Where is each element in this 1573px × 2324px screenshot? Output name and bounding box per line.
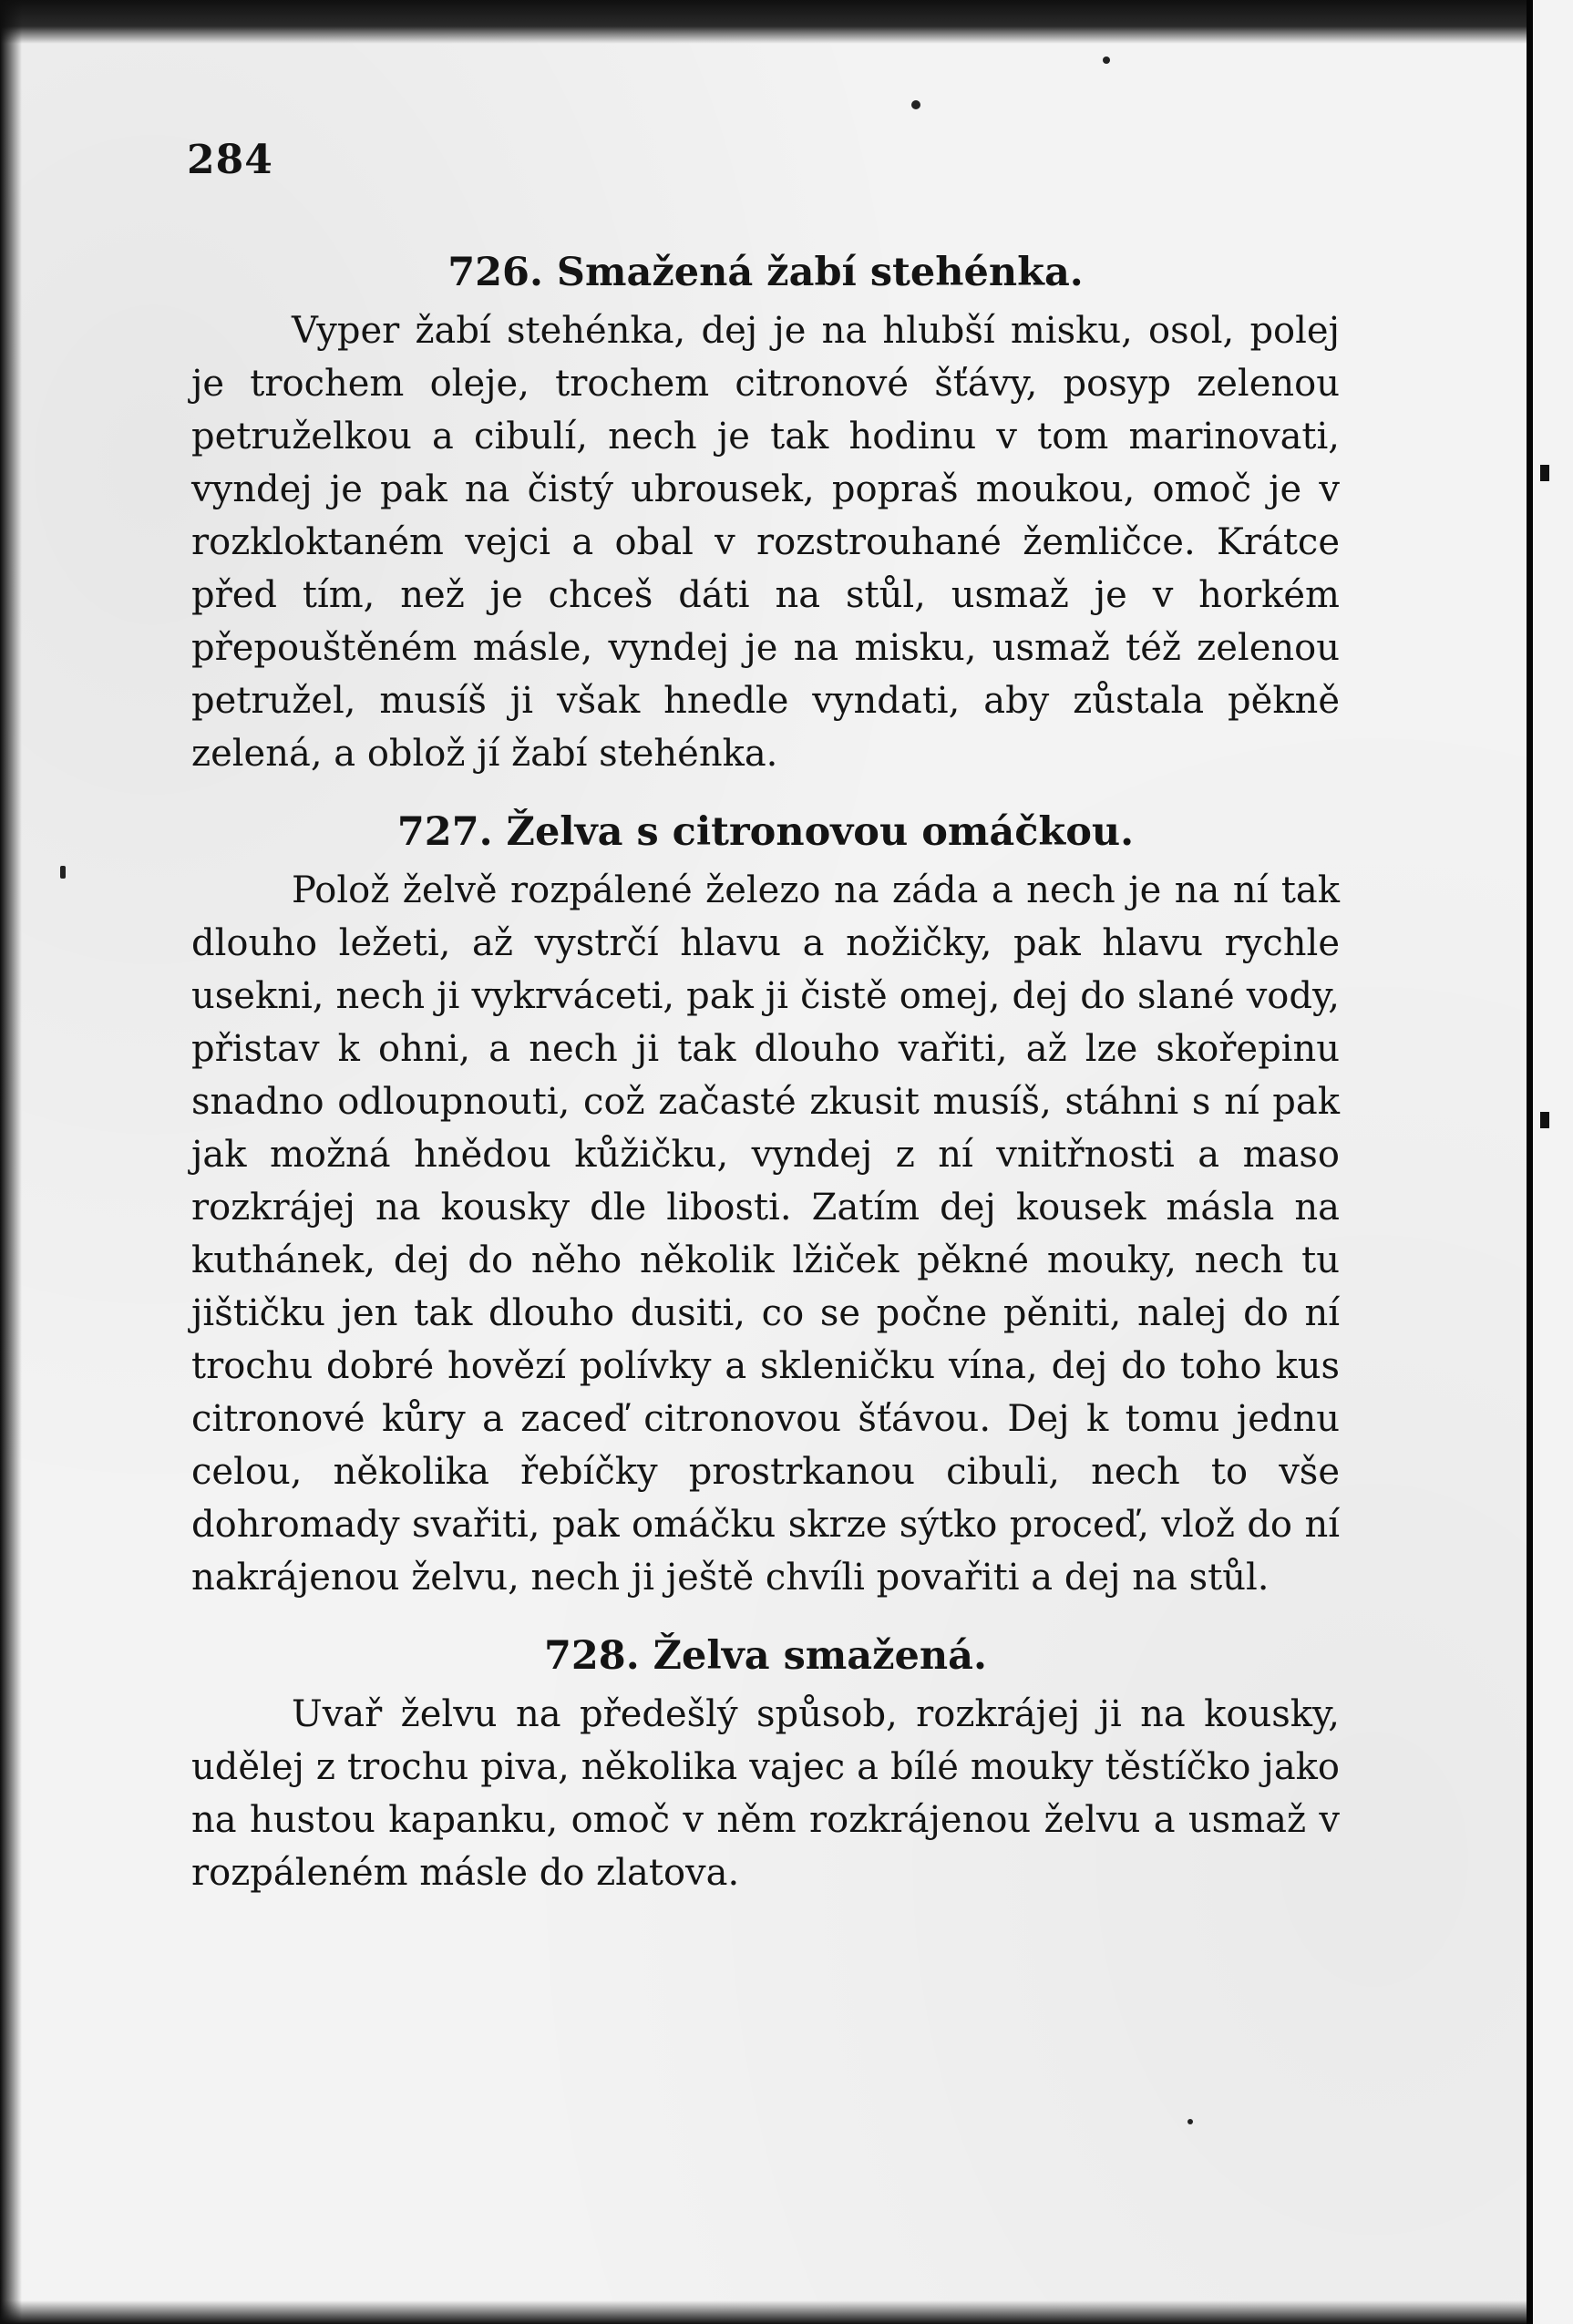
- recipe-heading: 726. Smažená žabí stehénka.: [447, 250, 1084, 295]
- scan-speck: [1187, 2119, 1193, 2124]
- recipe-paragraph: Uvař želvu na předešlý spůsob, rozkrájej ji na kousky, udělej z trochu piva, několika vajec a bílé mouky těstíčko jako na hustou kapanku, omoč v něm rozkrájenou želvu a usmaž v rozpáleném másle do zlatova.: [191, 1693, 1340, 1894]
- adjacent-page-strip: [1533, 0, 1573, 2324]
- recipe-heading: 728. Želva smažená.: [543, 1633, 988, 1679]
- scan-top-border: [0, 0, 1527, 44]
- recipe-paragraph: Vyper žabí stehénka, dej je na hlubší misku, osol, polej je trochem oleje, trochem citronové šťávy, posyp zelenou petruželkou a cibulí, nech je tak hodinu v tom marinovati, vyndej je pak na čistý ubrousek, popraš moukou, omoč je v rozkloktaném vejci a obal v rozstrouhané žemličce. Krátce před tím, než je chceš dáti na stůl, usmaž je v horkém přepouštěném másle, vyndej je na misku, usmaž též zelenou petružel, musíš ji však hnedle vyndati, aby zůstala pěkně zelená, a oblož jí žabí stehénka.: [191, 310, 1340, 775]
- page-number: 284: [187, 137, 273, 183]
- recipe-text-block: [191, 246, 1340, 1899]
- scan-speck: [911, 100, 920, 109]
- recipe-paragraph: Polož želvě rozpálené železo na záda a nech je na ní tak dlouho ležeti, až vystrčí hlavu a nožičky, pak hlavu rychle usekni, nech ji vykrváceti, pak ji čistě omej, dej do slané vody, přistav k ohni, a nech ji tak dlouho vařiti, až lze skořepinu snadno odloupnouti, což začasté zkusit musíš, stáhni s ní pak jak možná hnědou kůžičku, vyndej z ní vnitřnosti a maso rozkrájej na kousky dle libosti. Zatím dej kousek másla na kuthánek, dej do něho několik lžiček pěkné mouky, nech tu jištičku jen tak dlouho dusiti, co se počne pěniti, nalej do ní trochu dobré hovězí polívky a skleničku vína, dej do toho kus citronové kůry a zaceď citronovou šťávou. Dej k tomu jednu celou, několika řebíčky prostrkanou cibuli, nech to vše dohromady svařiti, pak omáčku skrze sýtko proceď, vlož do ní nakrájenou želvu, nech ji ještě chvíli povařiti a dej na stůl.: [191, 869, 1340, 1599]
- edge-mark: [1540, 465, 1549, 481]
- scan-bottom-border: [0, 2300, 1527, 2324]
- scan-speck: [60, 866, 66, 879]
- scan-left-border: [0, 0, 22, 2324]
- page-edge-line: [1527, 0, 1533, 2324]
- edge-mark: [1540, 1112, 1549, 1128]
- recipe-heading: 727. Želva s citronovou omáčkou.: [396, 809, 1135, 855]
- scan-speck: [1103, 57, 1110, 64]
